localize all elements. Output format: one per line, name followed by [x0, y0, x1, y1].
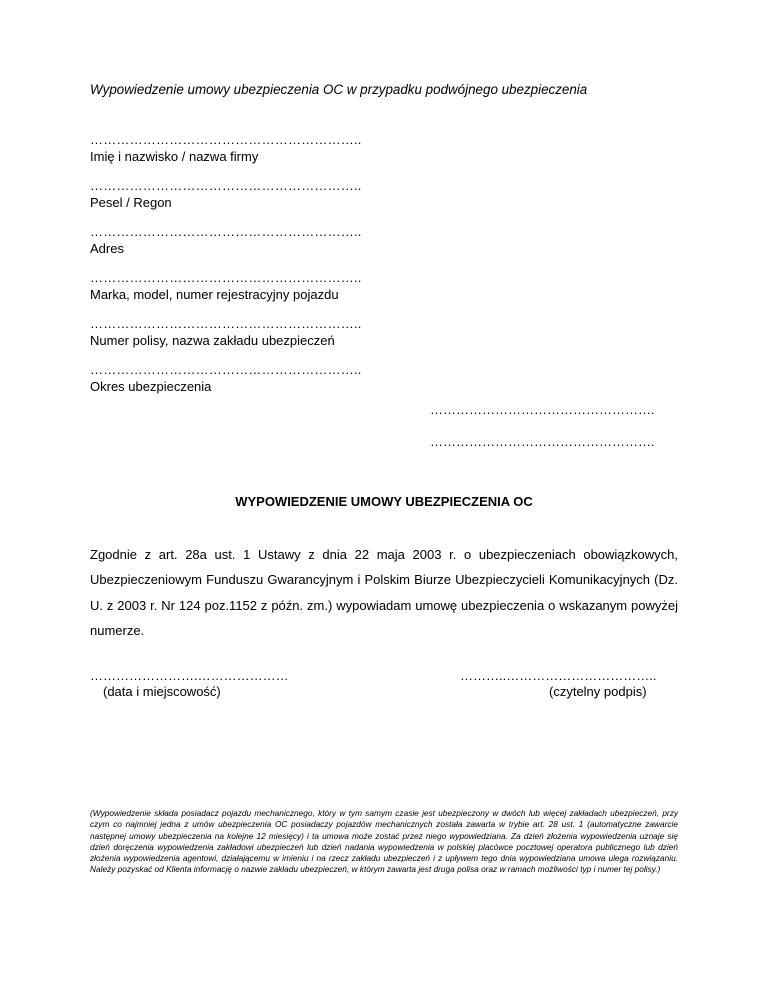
- document-heading: WYPOWIEDZENIE UMOWY UBEZPIECZENIA OC: [235, 494, 533, 509]
- recipient-line-1[interactable]: …………………………………………….: [430, 402, 655, 417]
- footnote: (Wypowiedzenie składa posiadacz pojazdu mechanicznego, który w tym samym czasie jest ubezpieczony w dwóch lub więcej zakładach ubezpieczeń, przy czym co najmniej jedna z umów ubezpieczenia OC posiadaczy pojazdów mechanicznych została zawarta w trybie art. 28 ust. 1 (automatyczne zawarcie następnej umowy ubezpieczenia na kolejne 12 miesięcy) i ta umowa może zostać przez niego wypowiedziana. Za dzień złożenia wypowiedzenia uznaje się dzień doręczenia wypowiedzenia zakładowi ubezpieczeń lub dzień nadania wypowiedzenia w polskiej placówce pocztowej operatora publicznego lub dzień złożenia wypowiedzenia agentowi, działającemu w imieniu i na rzecz zakładu ubezpieczeń i z upływem tego dnia wypowiedziana umowa ulega rozwiązaniu. Należy pozyskać od Klienta informację o nazwie zakładu ubezpieczeń, w którym zawarta jest druga polisa oraz w ramach możliwości typ i numer tej polisy.): [90, 808, 678, 875]
- signature-label: (czytelny podpis): [549, 684, 647, 699]
- fill-in-line[interactable]: ……………………………………………………..: [90, 132, 362, 147]
- field-label-address: Adres: [90, 241, 124, 256]
- date-place-label: (data i miejscowość): [103, 684, 221, 699]
- field-label-name: Imię i nazwisko / nazwa firmy: [90, 149, 259, 164]
- fill-in-line[interactable]: ……………………………………………………..: [90, 224, 362, 239]
- field-address[interactable]: [90, 224, 420, 257]
- field-label-period: Okres ubezpieczenia: [90, 379, 212, 394]
- field-label-vehicle: Marka, model, numer rejestracyjny pojazdu: [90, 287, 339, 302]
- field-label-pesel: Pesel / Regon: [90, 195, 172, 210]
- field-name[interactable]: [90, 132, 420, 165]
- field-label-policy: Numer polisy, nazwa zakładu ubezpieczeń: [90, 333, 335, 348]
- page-title: Wypowiedzenie umowy ubezpieczenia OC w przypadku podwójnego ubezpieczenia: [90, 82, 588, 97]
- document-body: Zgodnie z art. 28a ust. 1 Ustawy z dnia 22 maja 2003 r. o ubezpieczeniach obowiązkowych, Ubezpieczeniowym Funduszu Gwarancyjnym i Polskim Biurze Ubezpieczycieli Komunikacyjnych (Dz. U. z 2003 r. Nr 124 poz.1152 z późn. zm.) wypowiadam umowę ubezpieczenia o wskazanym powyżej numerze.: [90, 547, 678, 638]
- field-vehicle[interactable]: [90, 270, 420, 303]
- field-period[interactable]: [90, 362, 420, 395]
- field-policy[interactable]: [90, 316, 420, 349]
- fill-in-line[interactable]: ……………………………………………………..: [90, 362, 362, 377]
- field-pesel[interactable]: [90, 178, 420, 211]
- fill-in-line[interactable]: ……………………………………………………..: [90, 316, 362, 331]
- fill-in-line[interactable]: ……………………………………………………..: [90, 270, 362, 285]
- date-place-line[interactable]: …………………….…………………: [90, 668, 289, 683]
- signature-line[interactable]: ………..……………………………..: [460, 668, 657, 683]
- fill-in-line[interactable]: ……………………………………………………..: [90, 178, 362, 193]
- recipient-line-2[interactable]: …………………………………………….: [430, 434, 655, 449]
